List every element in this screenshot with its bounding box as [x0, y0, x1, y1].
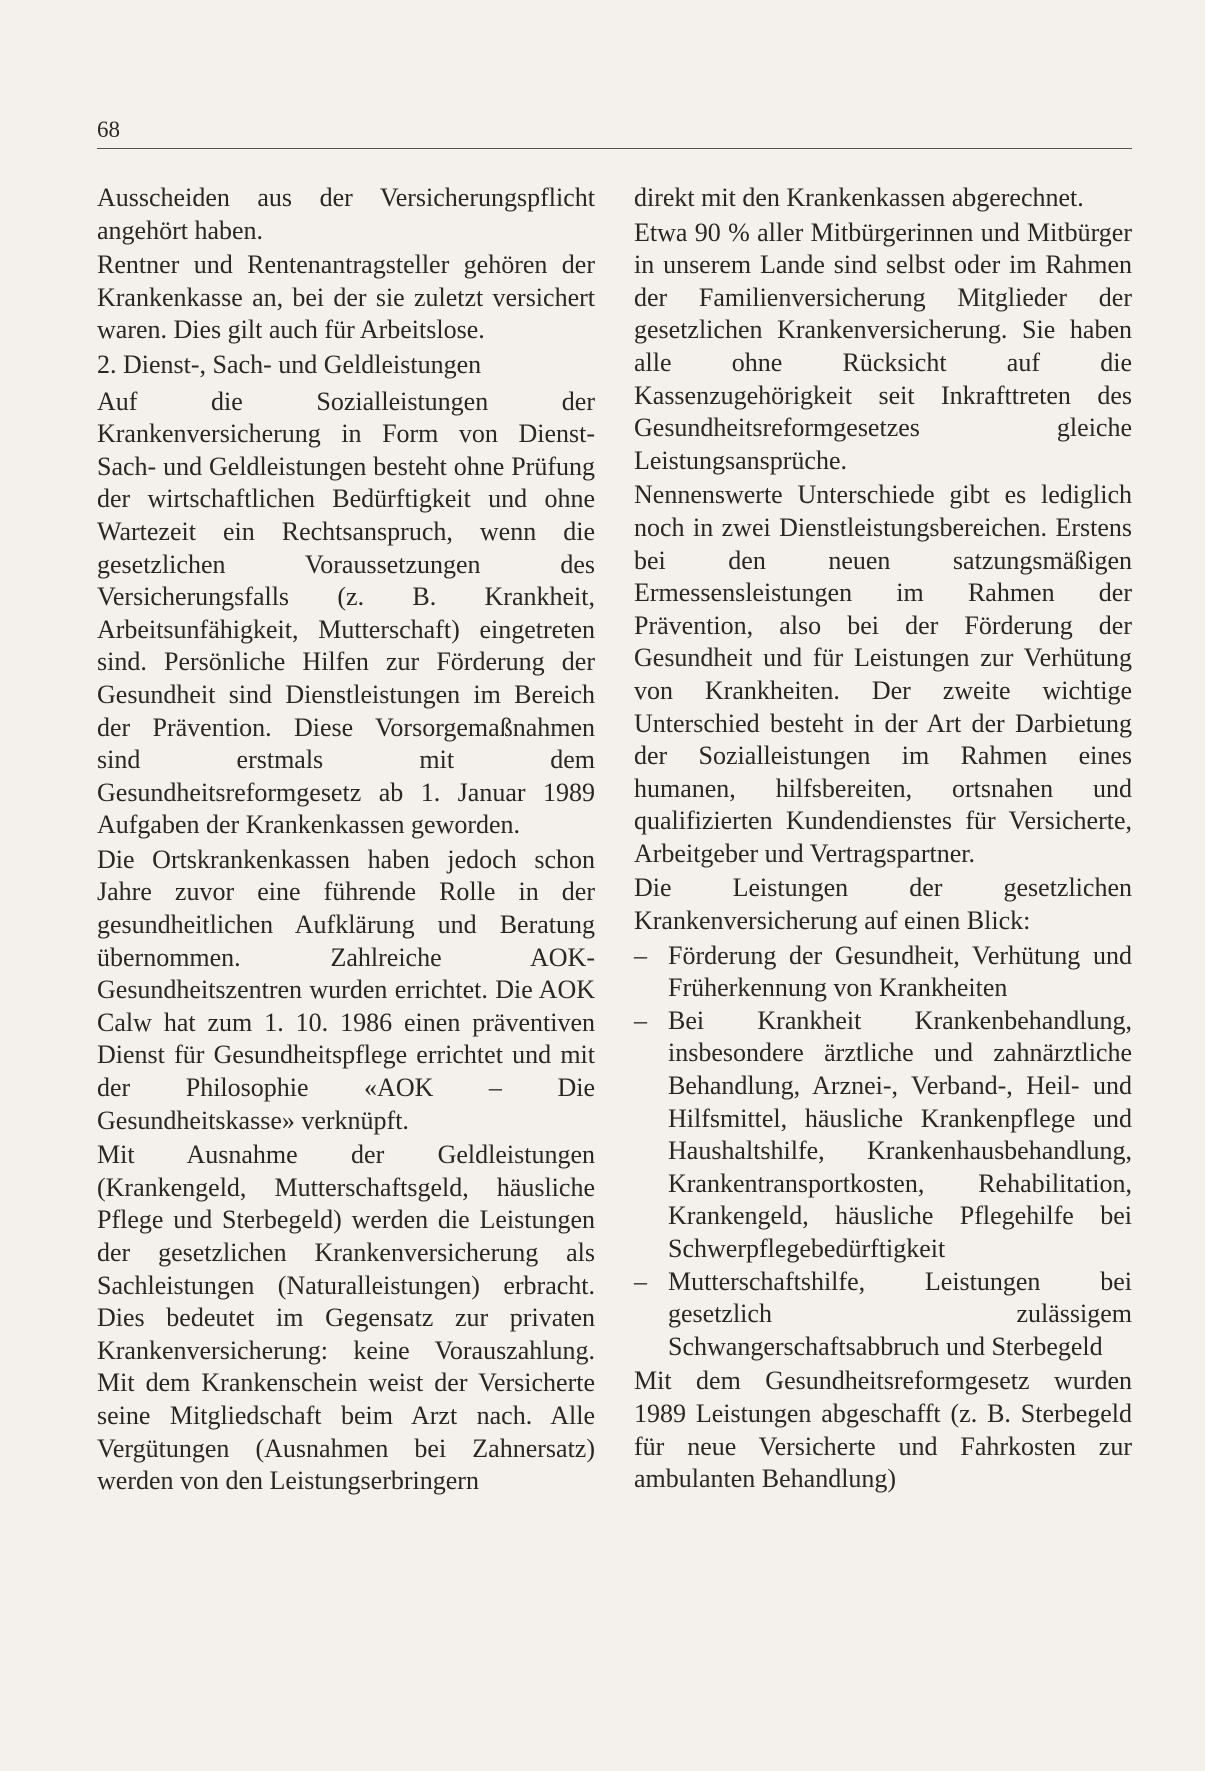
list-item: – Bei Krankheit Krankenbehandlung, insbesondere ärztliche und zahnärztliche Behandlung, Arznei-, Verband-, Heil- und Hilfsmittel, häusliche Krankenpflege und Haushaltshilfe, Krankenhausbehandlung, Krankentransportkosten, Rehabilitation, Krankengeld, häusliche Pflegehilfe bei Schwerpflegebedürftigkeit — [634, 1005, 1132, 1263]
list-item: – Mutterschaftshilfe, Leistungen bei gesetzlich zulässigem Schwangerschaftsabbruch und Sterbegeld — [634, 1266, 1132, 1361]
paragraph: Auf die Sozialleistungen der Krankenversicherung in Form von Dienst- Sach- und Geldleistungen besteht ohne Prüfung der wirtschaftlichen Bedürftigkeit und ohne Wartezeit ein Rechtsanspruch, wenn die gesetzlichen Voraussetzungen des Versicherungsfalls (z. B. Krankheit, Arbeitsunfähigkeit, Mutterschaft) eingetreten sind. Persönliche Hilfen zur Förderung der Gesundheit sind Dienstleistungen im Bereich der Prävention. Diese Vorsorgemaßnahmen sind erstmals mit dem Gesundheitsreformgesetz ab 1. Januar 1989 Aufgaben der Krankenkassen geworden. — [97, 386, 595, 840]
list-dash: – — [634, 940, 647, 970]
list-dash: – — [634, 1266, 647, 1296]
left-column — [97, 182, 595, 1500]
benefits-list — [634, 940, 1132, 1364]
list-dash: – — [634, 1005, 647, 1035]
list-item: – Förderung der Gesundheit, Verhütung und Früherkennung von Krankheiten — [634, 940, 1132, 1003]
paragraph: Ausscheiden aus der Versicherungspflicht angehört haben. — [97, 183, 595, 245]
paragraph: Nennenswerte Unterschiede gibt es lediglich noch in zwei Dienstleistungsbereichen. Erstens bei den neuen satzungsmäßigen Ermessensleistungen im Rahmen der Prävention, also bei der Förderung der Gesundheit und für Leistungen zur Verhütung von Krankheiten. Der zweite wichtige Unterschied besteht in der Art der Darbietung der Sozialleistungen im Rahmen eines humanen, hilfsbereiten, ortsnahen und qualifizierten Kundendienstes für Versicherte, Arbeitgeber und Vertragspartner. — [634, 480, 1132, 868]
paragraph: Die Ortskrankenkassen haben jedoch schon Jahre zuvor eine führende Rolle in der gesundheitlichen Aufklärung und Beratung übernommen. Zahlreiche AOK-Gesundheitszentren wurden errichtet. Die AOK Calw hat zum 1. 10. 1986 einen präventiven Dienst für Gesundheitspflege errichtet und mit der Philosophie «AOK – Die Gesundheitskasse» verknüpft. — [97, 844, 595, 1135]
paragraph: Mit Ausnahme der Geldleistungen (Krankengeld, Mutterschaftsgeld, häusliche Pflege und Sterbegeld) werden die Leistungen der gesetzlichen Krankenversicherung als Sachleistungen (Naturalleistungen) erbracht. Dies bedeutet im Gegensatz zur privaten Krankenversicherung: keine Vorauszahlung. Mit dem Krankenschein weist der Versicherte seine Mitgliedschaft beim Arzt nach. Alle Vergütungen (Ausnahmen bei Zahnersatz) werden von den Leistungserbringern — [97, 1140, 595, 1496]
header-rule — [97, 148, 1132, 149]
paragraph: direkt mit den Krankenkassen abgerechnet. — [634, 183, 1084, 212]
right-column — [634, 182, 1132, 1498]
paragraph: Rentner und Rentenantragsteller gehören der Krankenkasse an, bei der sie zuletzt versichert waren. Dies gilt auch für Arbeitslose. — [97, 250, 595, 345]
paragraph: Etwa 90 % aller Mitbürgerinnen und Mitbürger in unserem Lande sind selbst oder im Rahmen der Familienversicherung Mitglieder der gesetzlichen Krankenversicherung. Sie haben alle ohne Rücksicht auf die Kassenzugehörigkeit seit Inkrafttreten des Gesundheitsreformgesetzes gleiche Leistungsansprüche. — [634, 217, 1132, 475]
paragraph: Die Leistungen der gesetzlichen Krankenversicherung auf einen Blick: — [634, 873, 1132, 936]
page-number: 68 — [97, 117, 120, 142]
section-heading: 2. Dienst-, Sach- und Geldleistungen — [97, 349, 482, 379]
paragraph: Mit dem Gesundheitsreformgesetz wurden 1989 Leistungen abgeschafft (z. B. Sterbegeld für neue Versicherte und Fahrkosten zur ambulanten Behandlung) — [634, 1366, 1132, 1494]
